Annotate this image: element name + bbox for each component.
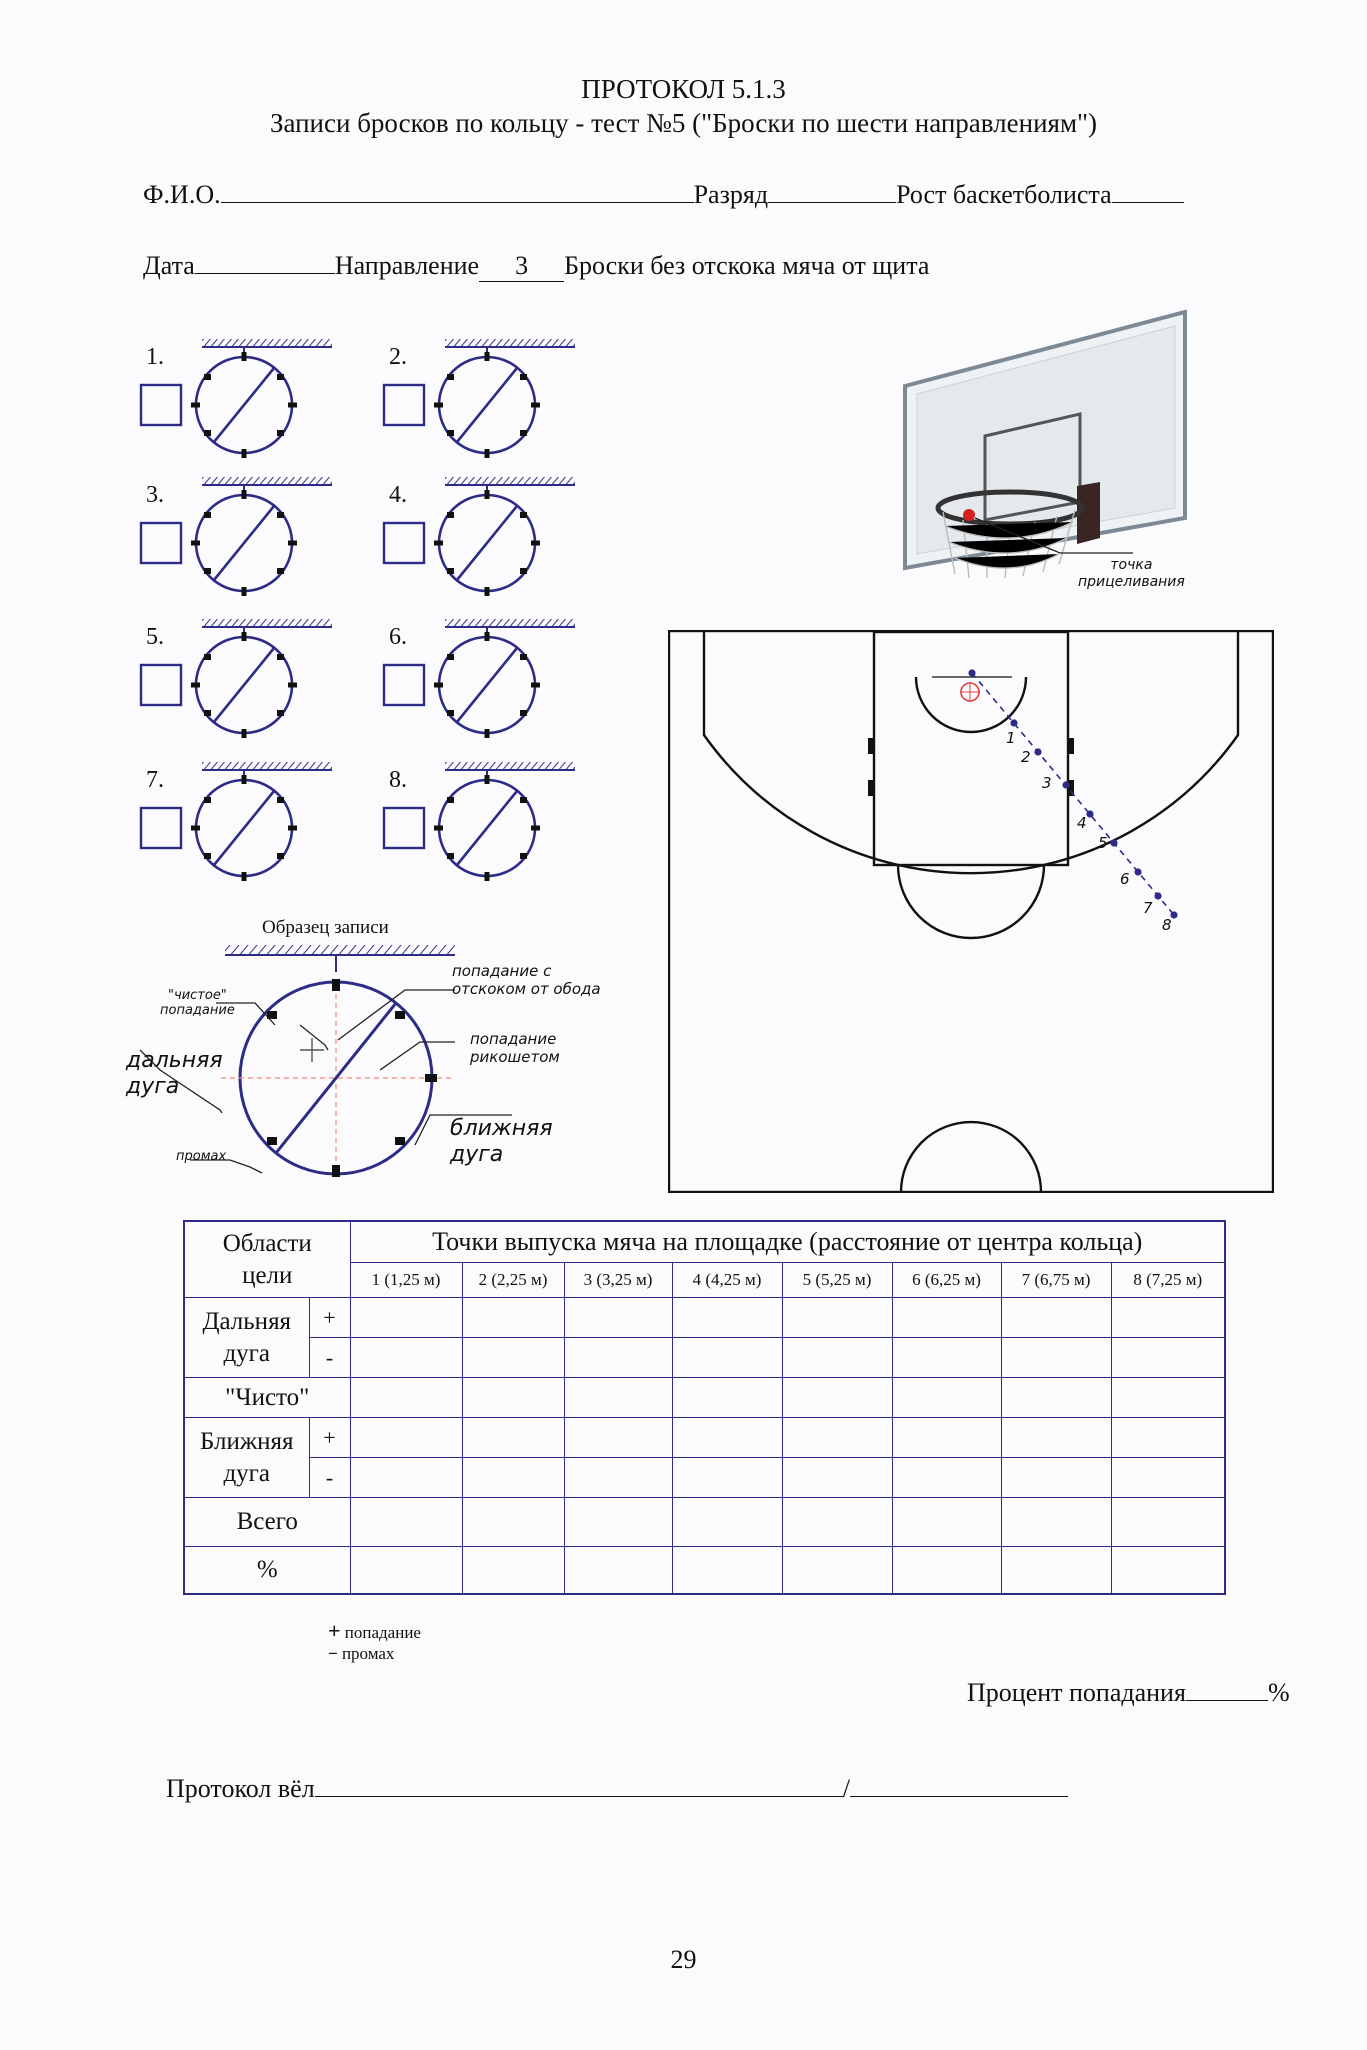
table-cell[interactable]: [672, 1458, 782, 1498]
court-point-label: 8: [1162, 916, 1172, 934]
table-cell[interactable]: [564, 1418, 672, 1458]
table-row: [184, 1298, 1225, 1338]
table-row: [184, 1338, 1225, 1378]
court-point-label: 4: [1077, 814, 1087, 832]
ring-label: 6.: [389, 624, 407, 650]
column-header: 4 (4,25 м): [672, 1263, 782, 1298]
table-cell[interactable]: [1001, 1458, 1111, 1498]
minus-sign: -: [309, 1458, 350, 1498]
table-cell[interactable]: [564, 1458, 672, 1498]
table-cell[interactable]: [782, 1298, 892, 1338]
label-line: попадание с: [452, 962, 552, 980]
ring-label: 8.: [389, 767, 407, 793]
hit-percent-label: Процент попадания: [967, 1678, 1186, 1707]
table-cell[interactable]: [350, 1547, 462, 1595]
height-blank[interactable]: [1112, 178, 1184, 203]
column-header: 7 (6,75 м): [1001, 1263, 1111, 1298]
plus-sign: +: [309, 1298, 350, 1338]
recorder-name-blank[interactable]: [315, 1772, 843, 1797]
table-cell[interactable]: [564, 1498, 672, 1547]
table-cell[interactable]: [892, 1378, 1001, 1418]
page-number: 29: [670, 1945, 697, 1974]
table-cell[interactable]: [782, 1338, 892, 1378]
table-cell[interactable]: [1001, 1418, 1111, 1458]
table-cell[interactable]: [1001, 1378, 1111, 1418]
date-line: [143, 249, 929, 282]
table-cell[interactable]: [892, 1498, 1001, 1547]
far-arc-label: [126, 1048, 223, 1100]
hit-percent-line: [967, 1676, 1290, 1708]
ring-label: 7.: [146, 767, 164, 793]
ring-diagrams: [120, 315, 580, 885]
label-line: дуга: [450, 1142, 504, 1167]
sample-title: Образец записи: [262, 917, 389, 938]
header-line: дуга: [223, 1339, 271, 1367]
separator: /: [842, 1774, 850, 1803]
protocol-subtitle: Записи бросков по кольцу - тест №5 ("Броски по шести направлениям"): [269, 108, 1098, 138]
hit-percent-blank[interactable]: [1186, 1676, 1268, 1701]
label-line: "чистое": [168, 988, 227, 1003]
column-header: 5 (5,25 м): [782, 1263, 892, 1298]
court-point-label: 5: [1098, 834, 1108, 852]
label-line: отскоком от обода: [452, 980, 601, 998]
table-cell[interactable]: [1111, 1418, 1225, 1458]
recorder-signature-blank[interactable]: [850, 1772, 1068, 1797]
plus-sign: +: [328, 1618, 341, 1643]
label-line: дальняя: [126, 1048, 223, 1073]
table-cell[interactable]: [1111, 1498, 1225, 1547]
ring-label: 4.: [389, 482, 407, 508]
height-label: Рост баскетболиста: [896, 180, 1112, 209]
protocol-title: ПРОТОКОЛ 5.1.3: [581, 74, 786, 104]
table-cell[interactable]: [672, 1338, 782, 1378]
table-cell[interactable]: [1111, 1338, 1225, 1378]
label-line: рикошетом: [470, 1048, 560, 1066]
release-points-header: Точки выпуска мяча на площадке (расстояние от центра кольца): [350, 1221, 1225, 1263]
rim-bounce-hit-label: [452, 962, 601, 998]
table-cell[interactable]: [350, 1458, 462, 1498]
table-cell[interactable]: [462, 1418, 564, 1458]
recorder-line: [166, 1772, 1068, 1804]
table-cell[interactable]: [672, 1498, 782, 1547]
table-cell[interactable]: [1111, 1378, 1225, 1418]
court-point-label: 3: [1042, 774, 1052, 792]
table-cell[interactable]: [1001, 1298, 1111, 1338]
table-cell[interactable]: [892, 1418, 1001, 1458]
label-line: точка: [1110, 557, 1153, 573]
direction-value[interactable]: 3: [479, 251, 564, 282]
column-header: 6 (6,25 м): [892, 1263, 1001, 1298]
table-cell[interactable]: [462, 1298, 564, 1338]
aim-point-label: [1078, 557, 1185, 591]
court-diagram: [668, 630, 1274, 1193]
date-blank[interactable]: [195, 249, 335, 274]
label-line: ближняя: [450, 1116, 553, 1141]
ring-label: 5.: [146, 624, 164, 650]
table-cell[interactable]: [892, 1338, 1001, 1378]
fio-blank[interactable]: [221, 178, 694, 203]
near-arc-label: [450, 1116, 553, 1168]
table-cell[interactable]: [1001, 1547, 1111, 1595]
recorder-label: Протокол вёл: [166, 1774, 315, 1803]
near-arc-row-header: [184, 1418, 309, 1498]
table-row: [184, 1458, 1225, 1498]
legend-plus-text: попадание: [344, 1623, 421, 1642]
table-cell[interactable]: [350, 1338, 462, 1378]
label-line: дуга: [126, 1074, 180, 1099]
miss-label: промах: [176, 1149, 227, 1164]
throws-label: Броски без отскока мяча от щита: [564, 251, 930, 280]
table-cell[interactable]: [1111, 1547, 1225, 1595]
table-cell[interactable]: [782, 1547, 892, 1595]
rank-blank[interactable]: [768, 178, 896, 203]
far-arc-row-header: [184, 1298, 309, 1378]
target-area-header: [184, 1221, 350, 1298]
date-label: Дата: [143, 251, 195, 280]
table-cell[interactable]: [782, 1418, 892, 1458]
table-cell[interactable]: [782, 1498, 892, 1547]
court-point-label: 7: [1143, 899, 1153, 917]
table-cell[interactable]: [564, 1298, 672, 1338]
header-line: Ближняя: [199, 1427, 294, 1455]
label-line: попадание: [160, 1003, 235, 1018]
fio-label: Ф.И.О.: [143, 180, 221, 209]
column-header: 3 (3,25 м): [564, 1263, 672, 1298]
header-line: Дальняя: [202, 1307, 292, 1335]
court-point-label: 1: [1006, 729, 1016, 747]
table-cell[interactable]: [672, 1547, 782, 1595]
table-cell[interactable]: [350, 1378, 462, 1418]
legend-minus-row: [328, 1643, 421, 1664]
header-line: цели: [242, 1261, 293, 1289]
table-cell[interactable]: [462, 1498, 564, 1547]
table-cell[interactable]: [350, 1498, 462, 1547]
table-cell[interactable]: [782, 1458, 892, 1498]
direction-label: Направление: [334, 251, 480, 280]
column-header: 2 (2,25 м): [462, 1263, 564, 1298]
table-cell[interactable]: [892, 1298, 1001, 1338]
ring-label: 2.: [389, 344, 407, 370]
table-cell[interactable]: [1001, 1498, 1111, 1547]
table-cell[interactable]: [462, 1458, 564, 1498]
legend-plus-row: [328, 1620, 421, 1643]
clean-row-header: "Чисто": [184, 1378, 350, 1418]
table-cell[interactable]: [672, 1378, 782, 1418]
table-cell[interactable]: [350, 1298, 462, 1338]
legend-minus-text: промах: [341, 1644, 395, 1663]
table-row: [184, 1498, 1225, 1547]
table-cell[interactable]: [462, 1338, 564, 1378]
column-header: 1 (1,25 м): [350, 1263, 462, 1298]
label-line: попадание: [470, 1030, 557, 1048]
results-table: [183, 1220, 1226, 1595]
table-cell[interactable]: [350, 1418, 462, 1458]
label-line: прицеливания: [1078, 574, 1185, 590]
table-cell[interactable]: [672, 1418, 782, 1458]
table-cell[interactable]: [892, 1547, 1001, 1595]
legend: [328, 1620, 421, 1664]
table-cell[interactable]: [564, 1547, 672, 1595]
court-point-label: 6: [1120, 870, 1130, 888]
header-line: дуга: [223, 1459, 271, 1487]
table-cell[interactable]: [1111, 1298, 1225, 1338]
ricochet-hit-label: [470, 1030, 560, 1066]
header-line: Области: [222, 1229, 312, 1257]
percent-row-header: %: [184, 1547, 350, 1595]
table-cell[interactable]: [462, 1378, 564, 1418]
ring-label: 3.: [146, 482, 164, 508]
minus-sign: −: [328, 1644, 338, 1663]
table-cell[interactable]: [462, 1547, 564, 1595]
table-cell[interactable]: [564, 1338, 672, 1378]
table-cell[interactable]: [1001, 1338, 1111, 1378]
rank-label: Разряд: [693, 180, 769, 209]
table-cell[interactable]: [782, 1378, 892, 1418]
plus-sign: +: [309, 1418, 350, 1458]
table-cell[interactable]: [1111, 1458, 1225, 1498]
table-row: [184, 1378, 1225, 1418]
court-point-label: 2: [1021, 748, 1031, 766]
minus-sign: -: [309, 1338, 350, 1378]
table-cell[interactable]: [564, 1378, 672, 1418]
fio-line: [143, 178, 1184, 210]
column-header: 8 (7,25 м): [1111, 1263, 1225, 1298]
table-cell[interactable]: [672, 1298, 782, 1338]
table-row: [184, 1418, 1225, 1458]
table-cell[interactable]: [892, 1458, 1001, 1498]
table-row: [184, 1547, 1225, 1595]
total-row-header: Всего: [184, 1498, 350, 1547]
hit-percent-unit: %: [1267, 1678, 1290, 1707]
ring-label: 1.: [146, 344, 164, 370]
clean-hit-label: [160, 988, 235, 1018]
